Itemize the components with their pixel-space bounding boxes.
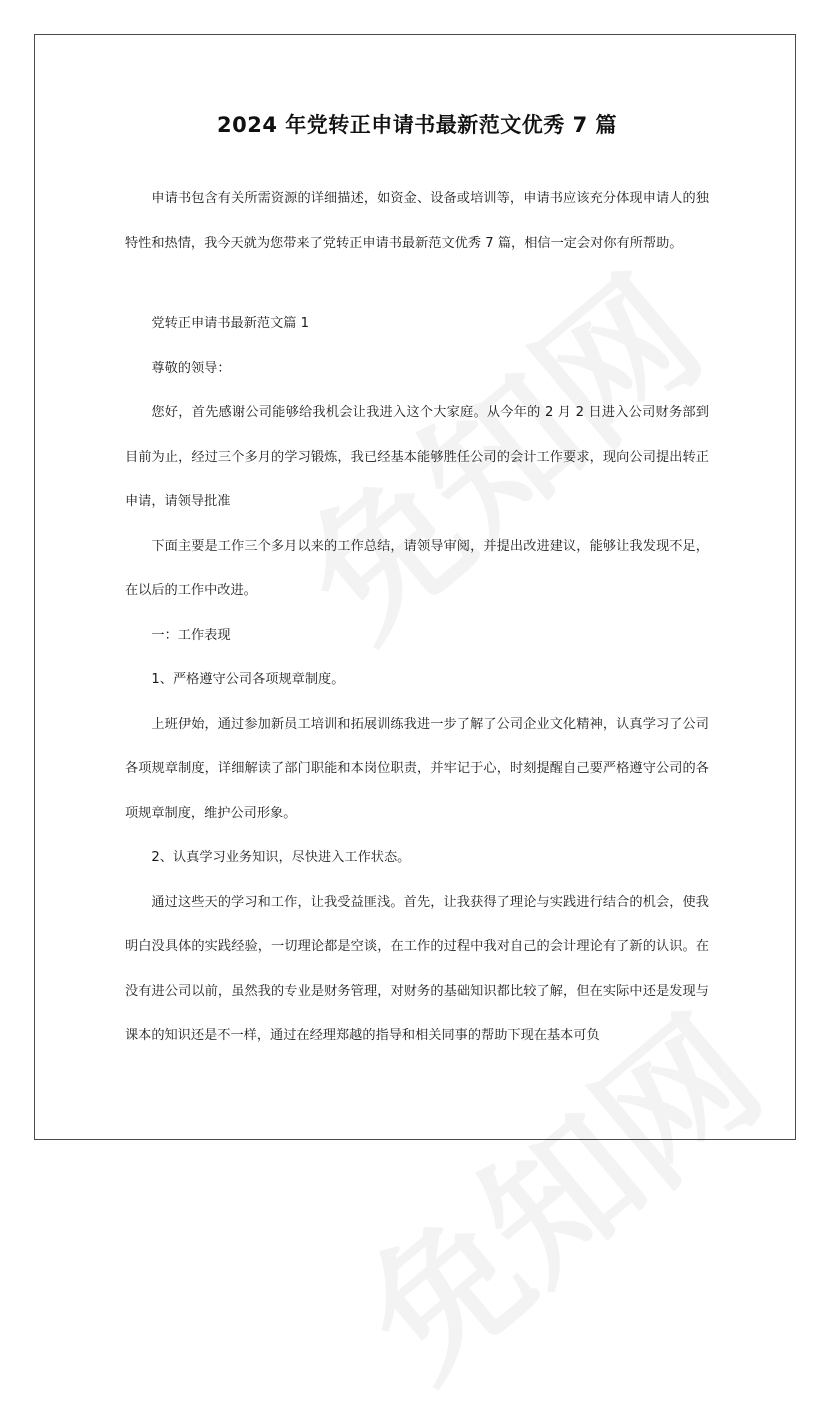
- item-title: 1、严格遵守公司各项规章制度。: [151, 672, 345, 687]
- subheading: 一：工作表现: [151, 627, 231, 643]
- paragraph: 下面主要是工作三个多月以来的工作总结，请领导审阅，并提出改进建议，能够让我发现不足，在以后的工作中改进。: [125, 538, 709, 598]
- paragraph: 您好，首先感谢公司能够给我机会让我进入这个大家庭。从今年的 2 月 2 日进入公司财务部到目前为止，经过三个多月的学习锻炼，我已经基本能够胜任公司的会计工作要求，现向公司提出转正申请，请领导批准: [125, 405, 709, 509]
- salutation: 尊敬的领导：: [151, 360, 231, 376]
- section-heading: 党转正申请书最新范文篇 1: [151, 316, 310, 331]
- intro-paragraph: 申请书包含有关所需资源的详细描述，如资金、设备或培训等，申请书应该充分体现申请人的独特性和热情，我今天就为您带来了党转正申请书最新范文优秀 7 篇，相信一定会对你有所帮助。: [125, 191, 709, 251]
- spacer: [125, 266, 709, 302]
- document-body: [125, 95, 709, 1059]
- paragraph: 上班伊始，通过参加新员工培训和拓展训练我进一步了解了公司企业文化精神，认真学习了公司各项规章制度，详细解读了部门职能和本岗位职责，并牢记于心，时刻提醒自己要严格遵守公司的各项规章制度，维护公司形象。: [125, 716, 709, 821]
- item-title: 2、认真学习业务知识，尽快进入工作状态。: [151, 850, 411, 865]
- document-title: 2024 年党转正申请书最新范文优秀 7 篇: [217, 113, 617, 137]
- paragraph: 通过这些天的学习和工作，让我受益匪浅。首先，让我获得了理论与实践进行结合的机会，使我明白没具体的实践经验，一切理论都是空谈，在工作的过程中我对自己的会计理论有了新的认识。在没有进公司以前，虽然我的专业是财务管理，对财务的基础知识都比较了解，但在实际中还是发现与课本的知识还是不一样，通过在经理郑越的指导和相关同事的帮助下现在基本可负: [125, 894, 709, 1043]
